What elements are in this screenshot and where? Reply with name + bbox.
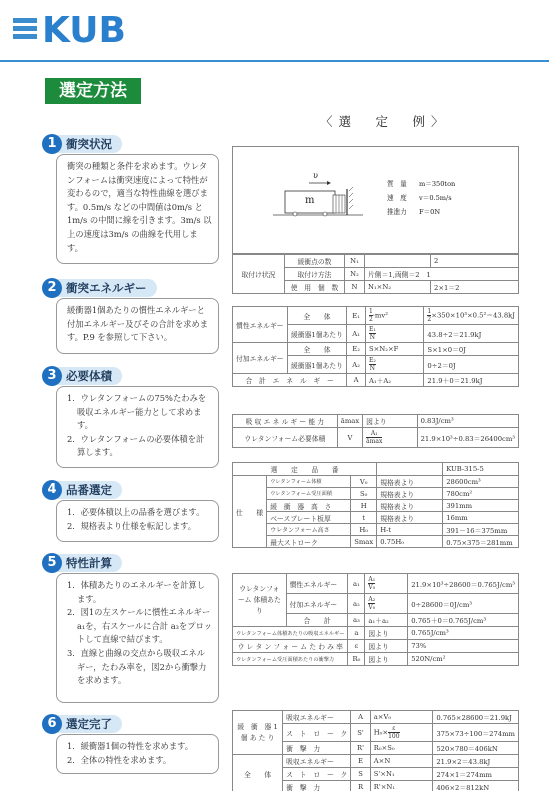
section-title: 選定方法 [45,78,141,104]
cell: R₀ [348,653,365,666]
cell: 21.9×10³÷28600＝0.765J/cm³ [408,574,519,594]
cell: 391－16＝375mm [443,524,519,536]
kub-logo [8,8,143,52]
cell: H₀ [351,524,377,536]
cell: A×N [370,755,433,768]
fraction [366,430,382,445]
step-4-item: 2．規格表より仕様を転記します。 [67,520,197,531]
cell: 274×1＝274mm [433,768,519,781]
spec-label: 速 度 [387,194,407,202]
cell: 73% [408,640,519,653]
cell: ·mv² [372,311,388,320]
cell: N [345,281,365,294]
step-6-description [56,734,219,774]
cell: A₁ [347,325,366,343]
step-2-label: 衝突エネルギー [58,279,157,297]
cell: R₀×S₀ [370,742,433,755]
mounting-table [232,254,519,294]
cell: a₁ [348,574,365,594]
cell: 全 体 [287,343,347,356]
cell: 43.8÷2＝21.9kJ [424,325,519,343]
cell: 取付け方法 [285,268,345,281]
cell: V₀ [368,584,376,591]
cell: 片側＝1,両側＝2 1 [365,268,519,281]
fraction [368,596,375,611]
cell: KUB-315-5 [443,463,519,476]
cell: 合 計 エ ネ ル ギ ー [233,374,347,387]
result-table [232,710,519,791]
cell: 規格表より [377,488,443,500]
cell: H-t [377,524,443,536]
cell: 選 定 品 番 [233,463,377,476]
step-2-text: 緩衝器1個あたりの慣性エネルギーと付加エネルギー及びその合計を求めます。P.9 を参照して下さい。 [67,305,209,343]
cell: a [348,627,365,640]
cell: ス ト ロ ー ク [283,724,351,742]
cell: ウレタンフォーム 体積あたり [233,574,287,627]
step-2-description [56,298,219,354]
step-6-item: 2．全体の特性を求めます。 [67,754,172,765]
cell: N [369,365,375,372]
cell: E₁ [347,307,366,325]
cell: 0.75H₀ [377,536,443,548]
spec-value: m＝350ton [419,180,456,188]
cell: āmax [337,415,362,428]
cell: a₁＋a₂ [365,614,408,627]
cell: ×350×10³×0.5²＝43.8kJ [431,311,515,320]
step-5-item: 1．体積あたりのエネルギーを計算します。 [67,580,206,604]
cell: A₂ [347,356,366,374]
cell: S'×N₁ [370,768,433,781]
cell: 合 計 [286,614,348,627]
cell [365,594,408,614]
step-6-number: 6 [42,714,62,734]
cell: 図より [365,627,408,640]
cell: 100 [388,733,400,740]
cell [365,356,423,374]
cell: N [369,334,375,341]
cell: V₀ [368,604,376,611]
cell: 21.9＋0＝21.9kJ [424,374,519,387]
cell [365,307,423,325]
step-4-label: 品番選定 [58,481,122,499]
cell: H₀× [373,728,389,737]
cell: 図より [365,653,408,666]
velocity-label: υ [313,171,318,180]
fraction [388,725,399,740]
cell: 0.83J/cm³ [417,415,518,428]
volume-table [232,414,519,448]
cell: 使 用 個 数 [285,281,345,294]
cell: ウレタンフォーム高さ [267,524,351,536]
step-2-number: 2 [42,278,62,298]
cell: E₁ [368,326,376,333]
cell [370,724,433,742]
cell: A₁ [366,430,382,438]
spec-table [232,462,519,548]
cell: a₃ [348,614,365,627]
step-3-item: 2．ウレタンフォームの必要体積を計算します。 [67,433,205,458]
step-1-description [56,154,219,264]
cell: 全 体 [287,307,347,325]
cell: āmax [366,438,383,445]
logo-text: KUB [42,10,126,51]
cell [365,574,408,594]
cell: 520N/cm² [408,653,519,666]
fraction [369,357,376,372]
energy-table [232,306,519,387]
cell: 520×780＝406kN [433,742,519,755]
step-4-number: 4 [42,480,62,500]
cell: ウレタンフォーム必要体積 [233,428,338,448]
cell: ε [348,640,365,653]
cell: 2×1＝2 [431,281,519,294]
fraction [369,326,376,341]
cell: 緩 衝 器 高 さ [267,500,351,512]
cell: H [351,500,377,512]
step-4-description [56,500,219,542]
spec-label: 質 量 [387,180,407,188]
mass-label: m [305,195,315,206]
cell: S×N₂×F [365,343,423,356]
header-rule [0,60,549,62]
spec-values [419,177,455,219]
cell: R' [351,742,370,755]
cell: E₂ [368,357,376,364]
cell: 406×2＝812kN [433,781,519,791]
cell: 0.75×375＝281mm [443,536,519,548]
cell: t [351,512,377,524]
step-5-description [56,573,219,703]
step-5-label: 特性計算 [58,554,122,572]
cell: A [347,374,366,387]
cell: 吸収エネルギー [283,755,351,768]
cell: a₂ [348,594,365,614]
cell: ウレタンフォーム受圧面積 [267,488,351,500]
cell: 吸 収 エ ネ ル ギ ー 能 力 [233,415,338,428]
mounting-group-label: 取付け状況 [233,255,285,294]
cell: N₂ [345,268,365,281]
spec-value: v＝0.5m/s [419,194,452,202]
cell: 375×73÷100＝274mm [433,724,519,742]
cell: 慣性エネルギー [286,574,348,594]
step-5-item: 3．直線と曲線の交点から吸収エネルギー，たわみ率を，図2から衝撃力を求めます。 [67,647,207,686]
cell: ス ト ロ ー ク [283,768,351,781]
cell: 吸収エネルギー [283,711,351,724]
cell: 図より [363,415,417,428]
step-5-number: 5 [42,553,62,573]
cell: 最大ストローク [267,536,351,548]
cell: 1 [368,308,373,315]
cell: V₀ [351,476,377,488]
fraction [368,576,375,591]
cell: 緩衝点の数 [285,255,345,268]
collision-illustration [233,147,520,255]
step-4-item: 1．必要体積以上の品番を選びます。 [67,507,205,517]
cell: ウ レ タ ン フ ォ ー ム た わ み 率 [233,640,348,653]
step-6-label: 選定完了 [58,715,122,733]
logo-bars-icon [13,18,37,42]
cell: 仕 様 [233,476,267,548]
cell: A₂ [368,596,376,603]
step-5-item: 2．図1の左スケールに慣性エネルギー a₁を，右スケールに合計 a₃をプロットして直線で結びます。 [67,607,213,645]
cell: A₁＋A₂ [365,374,423,387]
cell: E [351,755,370,768]
collision-diagram [232,146,519,254]
example-title: 〈選 定 例〉 [320,114,450,129]
step-3-item: 1．ウレタンフォームの75%たわみを吸収エネルギー能力として求めます。 [67,393,207,431]
cell: R [351,781,370,791]
step-3-description [56,386,219,468]
cell: 慣性エネルギー [233,307,288,343]
cell: 0÷28600＝0J/cm³ [408,594,519,614]
step-6-item: 1．緩衝器1個の特性を求めます。 [67,741,194,751]
cell: N₁×N₂ [365,281,431,294]
cell: V [337,428,362,448]
cell: Smax [351,536,377,548]
cell [363,428,417,448]
cell: 緩衝器1個あたり [287,356,347,374]
cell: ウレタンフォーム受圧面積あたりの衝撃力 [233,653,348,666]
cell: S×1×0＝0J [424,343,519,356]
cell: 21.9×2＝43.8kJ [433,755,519,768]
cell: 28600cm³ [443,476,519,488]
cell: 2 [431,255,519,268]
cell [365,325,423,343]
cell: 図より [365,640,408,653]
cell: N₁ [345,255,365,268]
cell: S [351,768,370,781]
cell: 16mm [443,512,519,524]
spec-labels [387,177,407,219]
cell: 0.765＋0＝0.765J/cm³ [408,614,519,627]
cell [365,255,431,268]
cell: a×V₀ [370,711,433,724]
cell: ベースプレート板厚 [267,512,351,524]
cell: 規格表より [377,512,443,524]
cell: 21.9×10³÷0.83＝26400cm³ [417,428,518,448]
cell: 衝 撃 力 [283,742,351,755]
cell: A₁ [368,576,376,583]
cell: 全 体 [233,755,283,791]
cell: A [351,711,370,724]
cell: 2 [368,316,373,323]
cell: 緩衝器1個あたり [287,325,347,343]
step-3-label: 必要体積 [58,367,122,385]
cell: S₀ [351,488,377,500]
step-1-label: 衝突状況 [58,135,122,153]
cell: 391mm [443,500,519,512]
cell: 2 [427,316,432,323]
step-1-text: 衝突の種類と条件を求めます。ウレタンフォームは衝突速度によって特性が変わるので，適当な特性曲線を選びます。0.5m/s などの中間値は0m/s と1m/s の中間に線を引きます。3m/s 以上の速度は3m/s の曲線を代用します。 [67,161,212,253]
step-1-number: 1 [42,134,62,154]
spec-value: F＝0N [419,208,441,216]
cell: 0.765J/cm³ [408,627,519,640]
per-volume-table [232,573,519,666]
cell: 付加エネルギー [233,343,288,374]
cell: 0.765×28600＝21.9kJ [433,711,519,724]
cell: 規格表より [377,476,443,488]
cell: E₂ [347,343,366,356]
cell: R'×N₁ [370,781,433,791]
cell: S' [351,724,370,742]
cell: ウレタンフォーム体積あたりの吸収エネルギー [233,627,348,640]
cell: 付加エネルギー [286,594,348,614]
cell: 衝 撃 力 [283,781,351,791]
cell [424,307,519,325]
spec-label: 推進力 [387,208,407,216]
cell: ウレタンフォーム体積 [267,476,351,488]
step-3-number: 3 [42,366,62,386]
cell: 規格表より [377,500,443,512]
cell: 0÷2＝0J [424,356,519,374]
cell: 1 [427,308,432,315]
cell: ε [388,725,399,733]
cell [377,463,443,476]
cell: 780cm² [443,488,519,500]
cell: 緩 衝 器 1 個 あ た り [233,711,283,755]
